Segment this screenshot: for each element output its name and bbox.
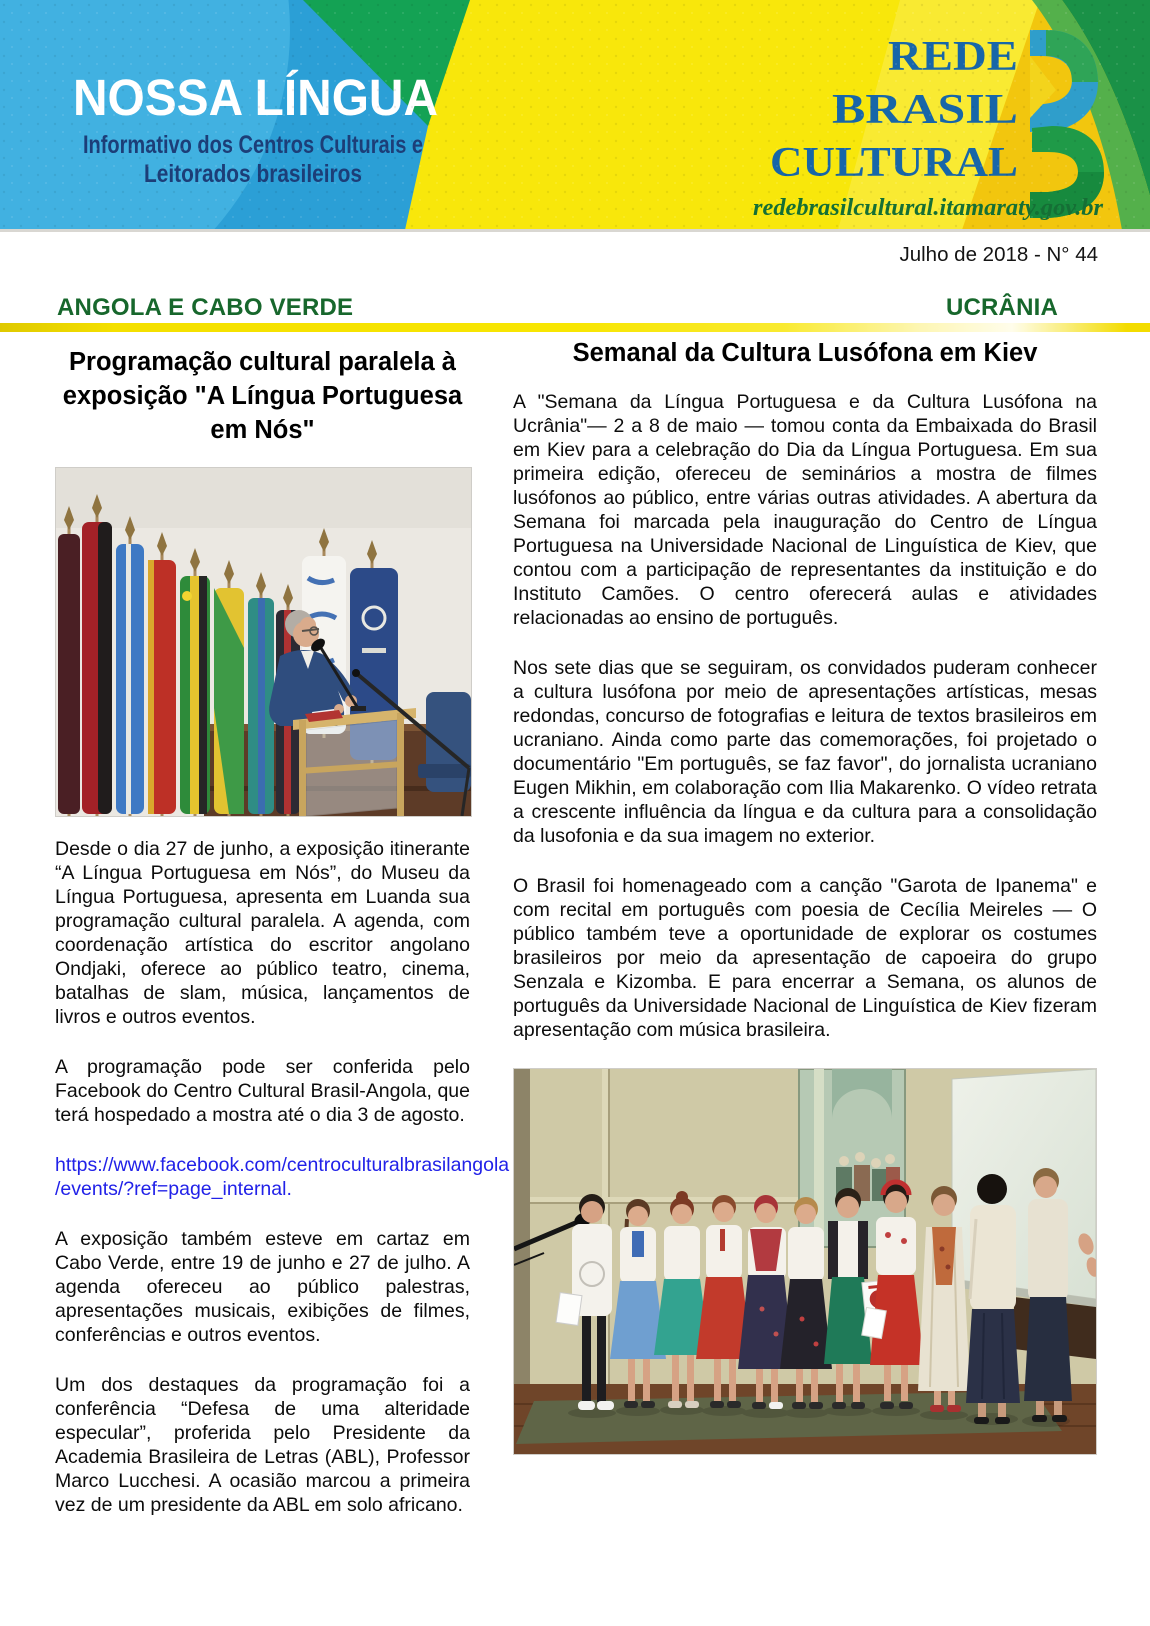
article-paragraph: Um dos destaques da programação foi a conferência “Defesa de uma alteridade especular”, proferida pelo Presidente da Academia Brasileira de Letras (ABL), Professor Marco Lucchesi. A ocasião marcou a primeira vez de um presidente da ABL em solo africano.	[55, 1374, 470, 1516]
facebook-link-line2: /events/?ref=page_internal.	[55, 1178, 292, 1200]
article-headline-left: Programação cultural paralela à exposição "A Língua Portuguesa em Nós"	[62, 348, 463, 444]
banner-texture	[0, 0, 1150, 230]
article-paragraph: A programação pode ser conferida pelo Facebook do Centro Cultural Brasil-Angola, que terá hospedado a mostra até o dia 3 de agosto.	[55, 1056, 470, 1126]
issue-dateline: Julho de 2018 - N° 44	[899, 243, 1098, 266]
article-ucrania	[513, 336, 1097, 1455]
newsletter-banner	[0, 0, 1150, 232]
article-paragraph: O Brasil foi homenageado com a canção "Garota de Ipanema" e com recital em português com poesia de Cecília Meireles — O público também teve a oportunidade de explorar os costumes brasileiros por meio da apresentação de capoeira do grupo Senzala e Kizomba. E para encerrar a Semana, os alunos de português da Universidade Nacional de Linguística de Kiev fizeram apresentação com música brasileira.	[513, 875, 1097, 1041]
podium-speech-photo	[55, 467, 472, 817]
article-paragraph: Nos sete dias que se seguiram, os convidados puderam conhecer a cultura lusófona por meio de apresentações artísticas, mesas redondas, concurso de fotografias e leitura de textos brasileiros em ucraniano. Ainda como parte das comemorações, foi projetado o documentário "Em português, se faz favor", do jornalista ucraniano Eugen Mikhin, em colaboração com Ilia Makarenko. O vídeo retrata a crescente influência da língua e da cultura para a consolidação da lusofonia e da sua imagem no exterior.	[513, 657, 1097, 847]
yellow-divider-rule	[0, 323, 1150, 332]
section-header-ucrania: UCRÂNIA	[945, 294, 1058, 321]
banner-bottom-edge	[0, 229, 1150, 232]
podium	[293, 708, 416, 816]
facebook-link-line1: https://www.facebook.com/centroculturalbrasilangola	[55, 1154, 510, 1176]
article-paragraph: A exposição também esteve em cartaz em Cabo Verde, entre 19 de junho e 27 de julho. A agenda ofereceu ao público palestras, apresentações musicais, exibições de filmes, conferências e outros eventos.	[55, 1228, 470, 1346]
article-headline-right: Semanal da Cultura Lusófona em Kiev	[572, 339, 1038, 367]
banner-artwork	[0, 0, 1150, 232]
kiev-stage-photo	[513, 1068, 1097, 1455]
facebook-link[interactable]	[55, 1153, 510, 1201]
article-paragraph: Desde o dia 27 de junho, a exposição itinerante “A Língua Portuguesa em Nós”, do Museu da Língua Portuguesa, apresenta em Luanda sua programação cultural paralela. A agenda, com coordenação artística do escritor angolano Ondjaki, oferece ao público teatro, cinema, batalhas de slam, música, lançamentos de livros e outros eventos.	[55, 838, 470, 1028]
section-header-angola-cabo-verde: ANGOLA E CABO VERDE	[57, 294, 354, 321]
article-paragraph: A "Semana da Língua Portuguesa e da Cultura Lusófona na Ucrânia"— 2 a 8 de maio — tomou conta da Embaixada do Brasil em Kiev para a celebração do Dia da Língua Portuguesa. Em sua primeira edição, ofereceu de seminários a mostra de filmes lusófonos ao público, entre várias outras atividades. A abertura da Semana foi marcada pela inauguração do Centro de Língua Portuguesa na Universidade Nacional de Linguística de Kiev, que contou com a participação de representantes da instituição e do Instituto Camões. O centro oferecerá aulas e atividades relacionadas ao ensino de português.	[513, 391, 1097, 629]
article-angola-cabo-verde	[55, 345, 510, 1543]
